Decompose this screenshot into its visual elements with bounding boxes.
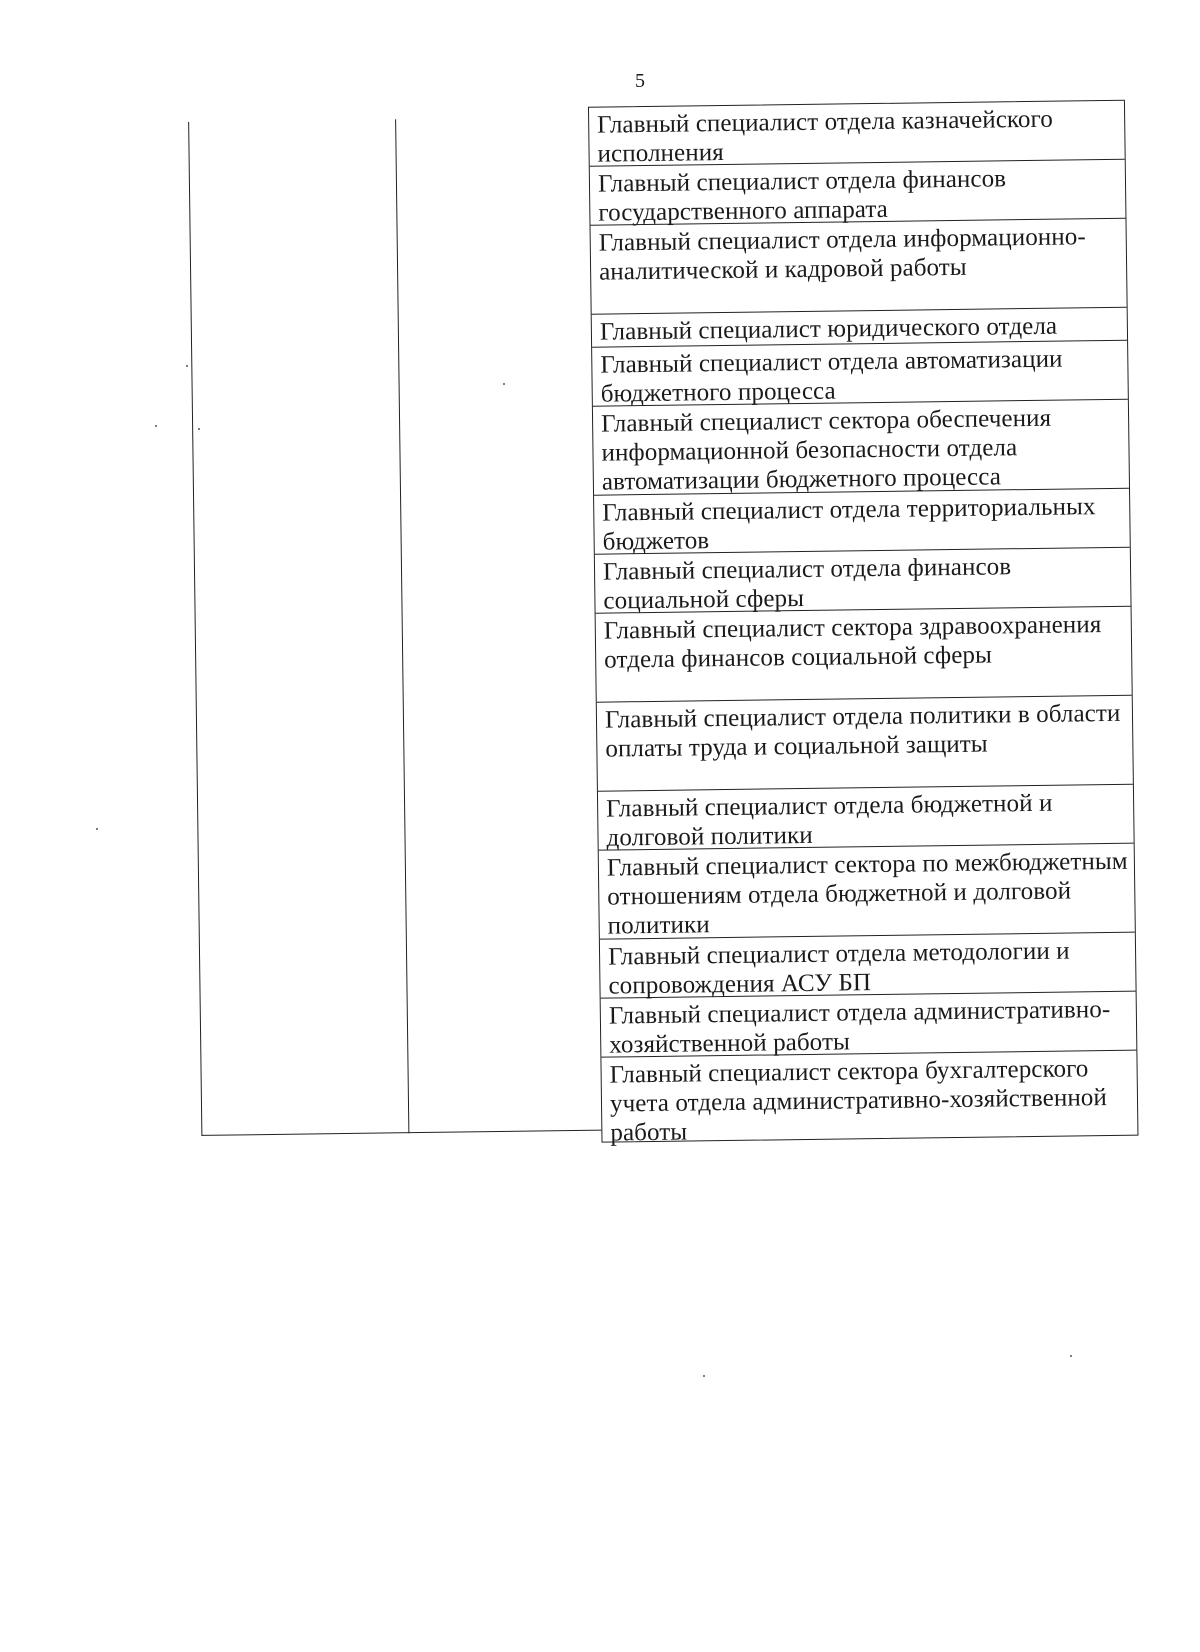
table-cell: Главный специалист отдела финансов государственного аппарата: [590, 160, 1126, 226]
table-column-1-border: [188, 122, 202, 1136]
scan-speck: [155, 425, 157, 427]
table-cell: Главный специалист отдела территориальных бюджетов: [594, 489, 1130, 555]
table-cell: Главный специалист сектора обеспечения информационной безопасности отдела автоматизации бюджетного процесса: [593, 400, 1129, 496]
table-bottom-border: [201, 1130, 601, 1136]
scan-speck: [198, 428, 200, 430]
page-number: 5: [635, 70, 645, 92]
table-cell: Главный специалист отдела административно-хозяйственной работы: [601, 992, 1137, 1058]
table-cell: Главный специалист отдела методологии и сопровождения АСУ БП: [600, 933, 1136, 999]
table-cell: Главный специалист отдела финансов социальной сферы: [595, 548, 1131, 614]
scan-speck: [503, 383, 505, 385]
positions-table: [188, 100, 1138, 1147]
scan-speck: [186, 365, 188, 367]
table-column-3: [588, 100, 1139, 1147]
table-cell: Главный специалист отдела автоматизации бюджетного процесса: [592, 341, 1128, 407]
table-cell: Главный специалист сектора здравоохранения отдела финансов социальной сферы: [596, 607, 1132, 703]
table-cell: Главный специалист юридического отдела: [592, 308, 1127, 348]
table-cell: Главный специалист отдела информационно-аналитической и кадровой работы: [591, 219, 1127, 315]
scan-speck: [703, 1375, 705, 1377]
table-cell: Главный специалист отдела бюджетной и долговой политики: [598, 785, 1134, 851]
scan-speck: [1070, 1355, 1072, 1357]
table-cell: Главный специалист отдела политики в области оплаты труда и социальной защиты: [597, 696, 1133, 792]
table-column-2-border: [395, 119, 409, 1133]
table-cell: Главный специалист отдела казначейского исполнения: [589, 101, 1125, 167]
table-cell: Главный специалист сектора по межбюджетным отношениям отдела бюджетной и долговой политики: [599, 844, 1135, 940]
table-cell: Главный специалист сектора бухгалтерского учета отдела административно-хозяйственной работы: [609, 1055, 1108, 1147]
scan-speck: [96, 828, 98, 830]
